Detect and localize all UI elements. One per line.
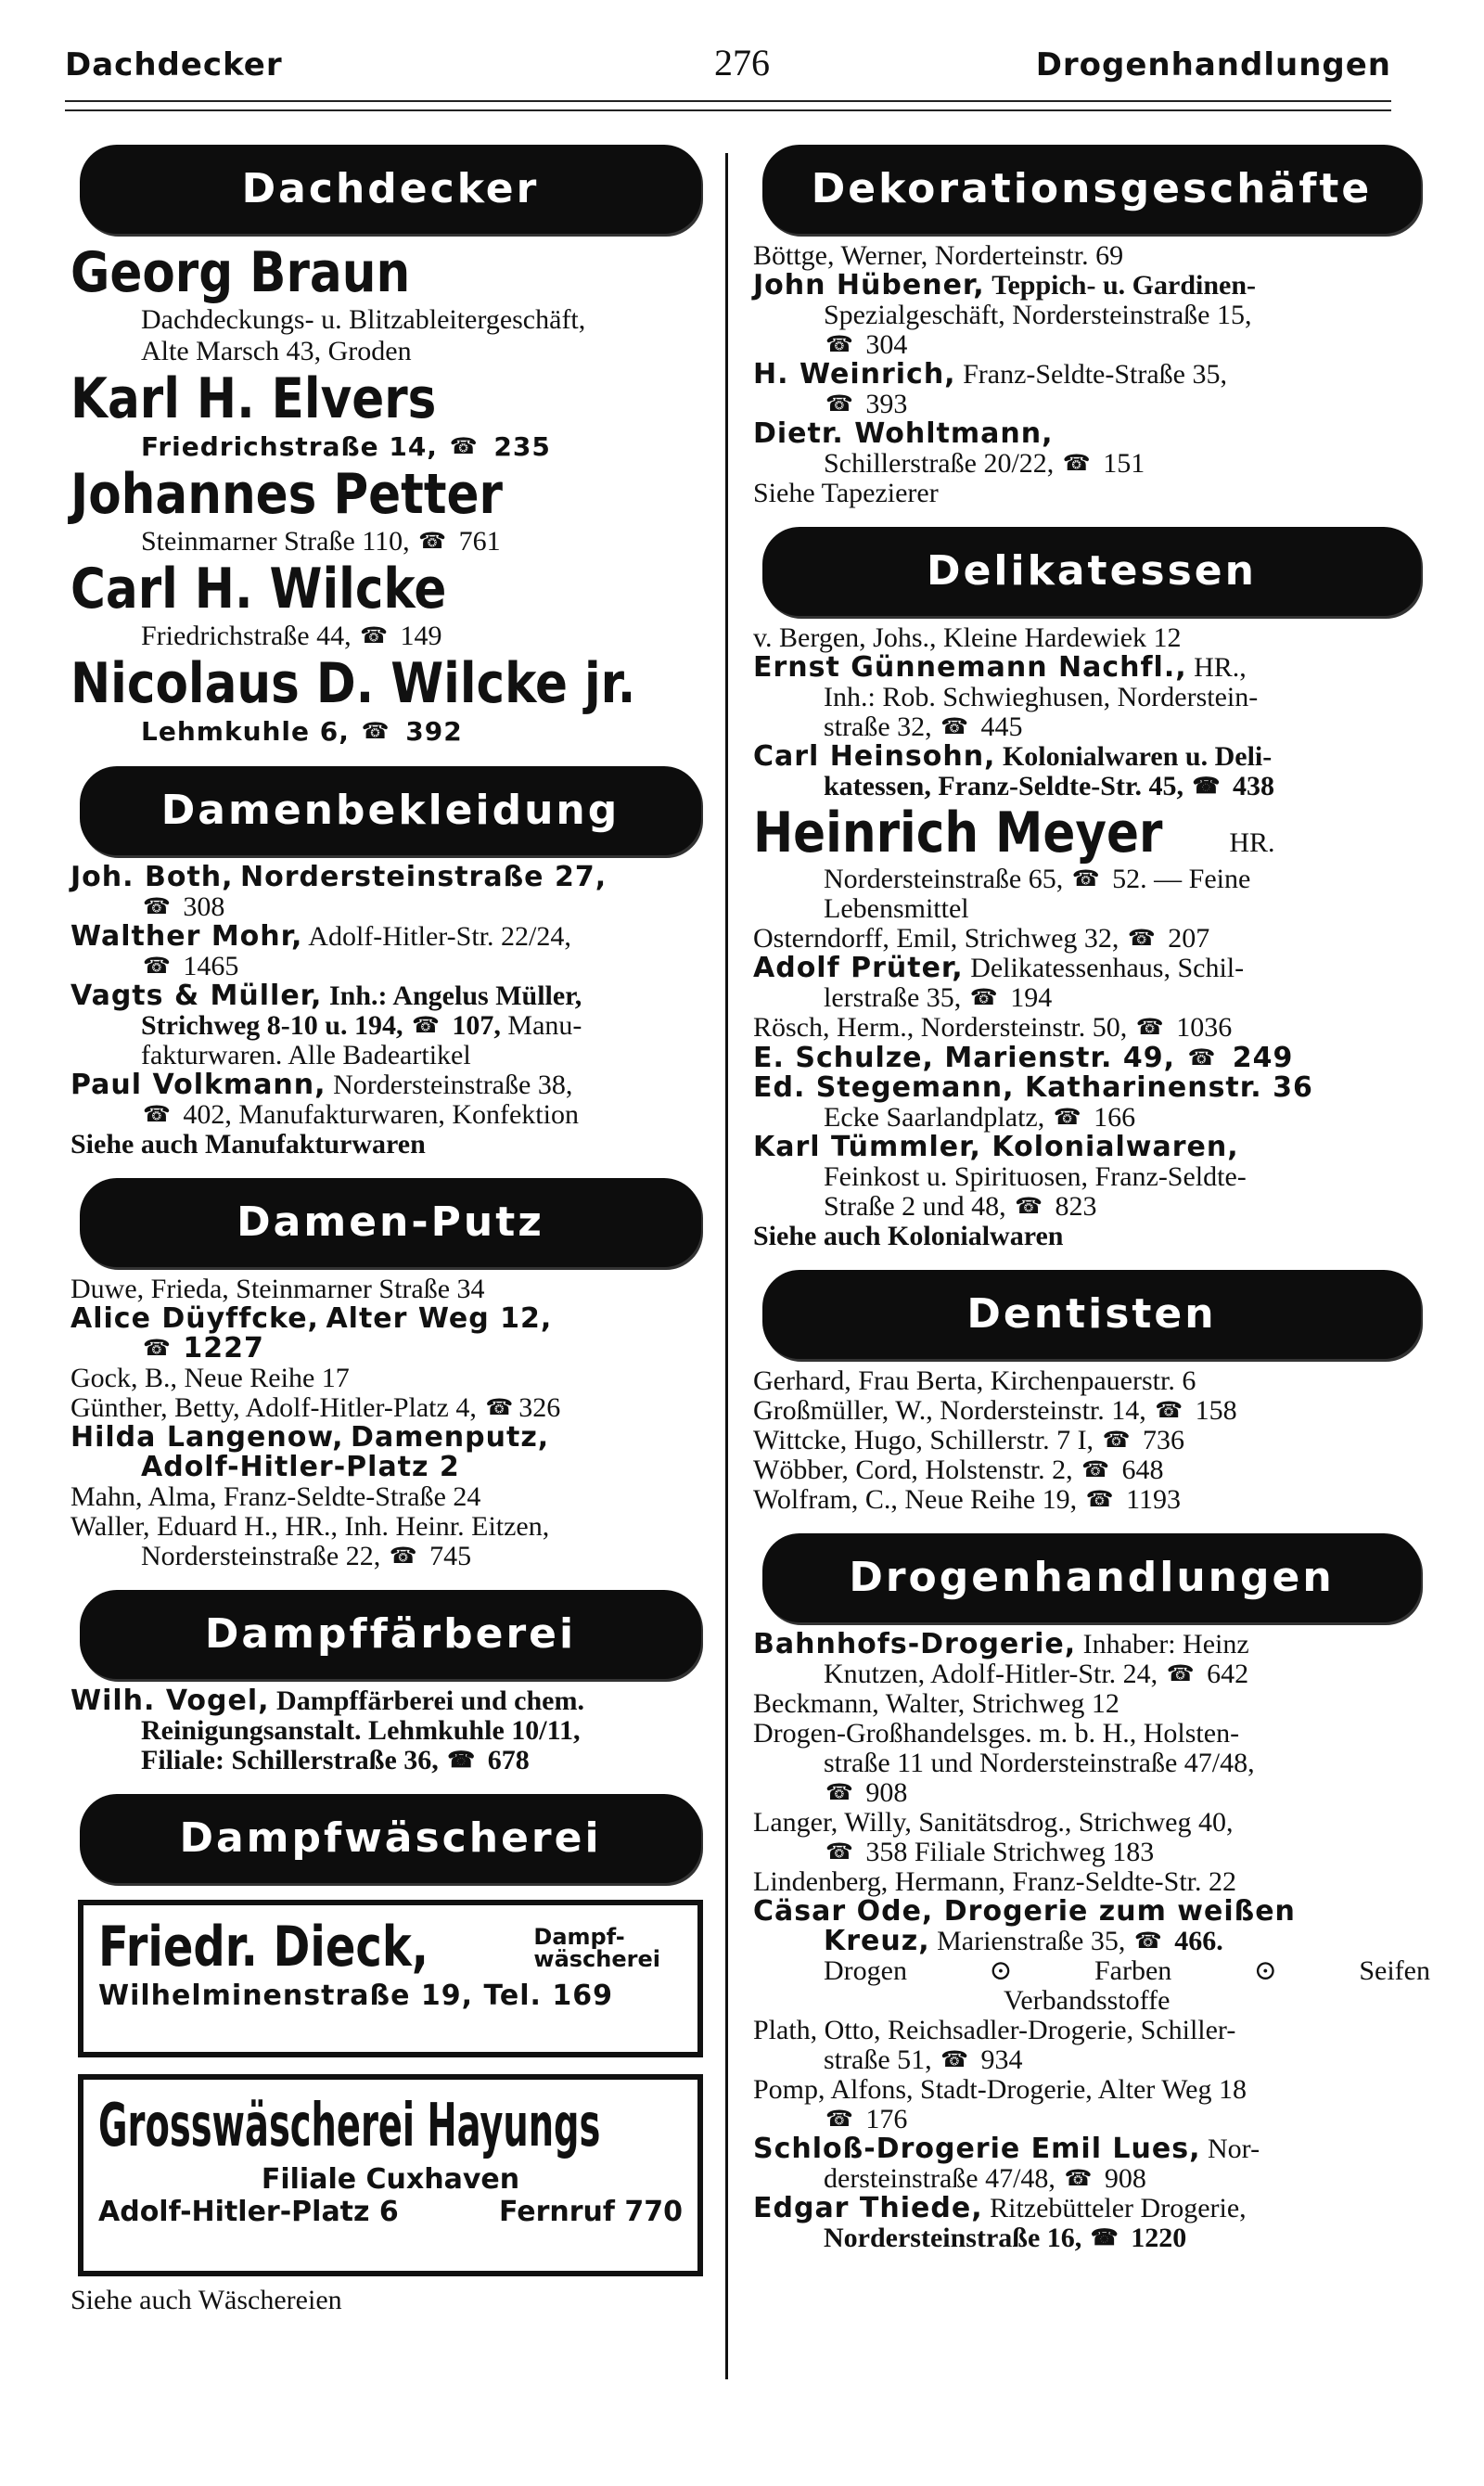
entry-line: Wöbber, Cord, Holstenstr. 2, ☎ 648 [753, 1454, 1164, 1485]
entry-line: Bahnhofs-Drogerie, Inhaber: Heinz [753, 1628, 1249, 1660]
phone-icon: ☎ [1015, 1195, 1043, 1219]
entry-line: Steinmarner Straße 110, ☎ 761 [141, 526, 501, 557]
entry-line: H. Weinrich, Franz-Seldte-Straße 35, [753, 358, 1227, 391]
phone-icon: ☎ [969, 986, 998, 1010]
entry-name: Johannes Petter [70, 462, 503, 527]
running-head-right: Drogenhandlungen [1035, 46, 1391, 83]
entry-line: ☎ 402, Manufakturwaren, Konfektion [143, 1099, 579, 1130]
entry-line: lerstraße 35, ☎ 194 [824, 982, 1053, 1013]
phone-icon: ☎ [1155, 1399, 1183, 1423]
entry-line: Osterndorff, Emil, Strichweg 32, ☎ 207 [753, 923, 1210, 954]
entry-name: Carl H. Wilcke [70, 557, 447, 622]
entry-line: Ecke Saarlandplatz, ☎ 166 [824, 1102, 1136, 1133]
entry-line: Carl Heinsohn, Kolonialwaren u. Deli- [753, 740, 1273, 773]
entry-line: ☎ 1465 [143, 951, 239, 981]
entry-line: Walther Mohr, Adolf-Hitler-Str. 22/24, [70, 920, 571, 953]
section-banner-damen-putz: Damen-Putz [80, 1178, 701, 1267]
entry-line: Edgar Thiede, Ritzebütteler Drogerie, [753, 2192, 1247, 2224]
ad-tag: Dampf- wäscherei [533, 1924, 660, 1972]
phone-icon: ☎ [1090, 2226, 1119, 2250]
entry-line: Lindenberg, Hermann, Franz-Seldte-Str. 22 [753, 1866, 1236, 1897]
entry-line: E. Schulze, Marienstr. 49, ☎ 249 [753, 1042, 1294, 1074]
running-head-left: Dachdecker [65, 46, 283, 83]
ad-name: Friedr. Dieck, [98, 1915, 429, 1980]
phone-icon: ☎ [143, 1337, 171, 1361]
entry-name: Dietr. Wohltmann, [753, 417, 1054, 450]
phone-icon: ☎ [1085, 1488, 1114, 1512]
phone-icon: ☎ [1135, 1016, 1164, 1040]
see-also: Siehe Tapezierer [753, 478, 939, 508]
entry-line: Spezialgeschäft, Nordersteinstraße 15, [824, 300, 1252, 330]
entry-line: Nordersteinstraße 65, ☎ 52. — Feine [824, 864, 1251, 894]
entry-line: Gock, B., Neue Reihe 17 [70, 1363, 350, 1393]
entry-line: Wolfram, C., Neue Reihe 19, ☎ 1193 [753, 1484, 1181, 1515]
header-rule [65, 100, 1391, 102]
entry-line: v. Bergen, Johs., Kleine Hardewiek 12 [753, 622, 1182, 653]
product-list: Drogen ⊙ Farben ⊙ Seifen [824, 1955, 1430, 1986]
section-banner-drogenhandlungen: Drogenhandlungen [762, 1533, 1421, 1622]
page-number: 276 [714, 42, 770, 83]
section-banner-delikatessen: Delikatessen [762, 527, 1421, 616]
entry-line: Karl Tümmler, Kolonialwaren, [753, 1131, 1239, 1163]
entry-line: Verbandsstoffe [1004, 1985, 1171, 2016]
entry-line: Cäsar Ode, Drogerie zum weißen [753, 1895, 1296, 1928]
phone-icon: ☎ [418, 530, 447, 554]
phone-icon: ☎ [411, 1014, 440, 1038]
phone-icon: ☎ [485, 1396, 514, 1420]
entry-line: Alice Düyffcke, Alter Weg 12, [70, 1302, 553, 1335]
column-divider [725, 153, 728, 2379]
entry-line: ☎ 308 [143, 891, 225, 922]
entry-line: Kreuz, Marienstraße 35, ☎ 466. [824, 1925, 1223, 1957]
entry-line: Inh.: Rob. Schwieghusen, Norderstein- [824, 682, 1259, 712]
entry-line: ☎ 908 [825, 1777, 908, 1808]
entry-line: Nordersteinstraße 22, ☎ 745 [141, 1541, 472, 1571]
entry-line: straße 32, ☎ 445 [824, 711, 1023, 742]
entry-line: straße 51, ☎ 934 [824, 2044, 1023, 2075]
entry-line: ☎ 1227 [143, 1332, 264, 1365]
entry-name: Karl H. Elvers [70, 366, 437, 431]
entry-line: Lehmkuhle 6, ☎ 392 [141, 716, 463, 747]
entry-line: Filiale: Schillerstraße 36, ☎ 678 [141, 1745, 530, 1775]
entry-line: Langer, Willy, Sanitätsdrog., Strichweg 40, [753, 1807, 1234, 1838]
section-banner-dampfwaescherei: Dampfwäscherei [80, 1794, 701, 1883]
phone-icon: ☎ [940, 2048, 969, 2072]
phone-icon: ☎ [825, 2108, 853, 2132]
entry-line: Adolf Prüter, Delikatessenhaus, Schil- [753, 952, 1245, 984]
phone-icon: ☎ [143, 1103, 171, 1127]
entry-line: Nordersteinstraße 16, ☎ 1220 [824, 2223, 1187, 2253]
phone-icon: ☎ [1081, 1458, 1109, 1482]
entry-line: Ernst Günnemann Nachfl., HR., [753, 651, 1247, 684]
page-header [65, 41, 1391, 93]
entry-line: Ed. Stegemann, Katharinenstr. 36 [753, 1071, 1313, 1104]
section-banner-dachdecker: Dachdecker [80, 145, 701, 234]
entry-line: Pomp, Alfons, Stadt-Drogerie, Alter Weg 18 [753, 2074, 1247, 2105]
phone-icon: ☎ [825, 1781, 853, 1805]
entry-line: Großmüller, W., Nordersteinstr. 14, ☎ 158 [753, 1395, 1237, 1426]
entry-line: Vagts & Müller, Inh.: Angelus Müller, [70, 980, 582, 1012]
entry-line: Paul Volkmann, Nordersteinstraße 38, [70, 1069, 573, 1101]
entry-line: Feinkost u. Spirituosen, Franz-Seldte- [824, 1161, 1247, 1192]
phone-icon: ☎ [1062, 452, 1091, 476]
entry-line: Dachdeckungs- u. Blitzableitergeschäft, [141, 304, 586, 335]
entry-line: straße 11 und Nordersteinstraße 47/48, [824, 1748, 1255, 1778]
entry-line: Plath, Otto, Reichsadler-Drogerie, Schiller- [753, 2015, 1236, 2045]
phone-icon: ☎ [143, 895, 171, 919]
entry-line: Straße 2 und 48, ☎ 823 [824, 1191, 1097, 1222]
entry-line: fakturwaren. Alle Badeartikel [141, 1040, 471, 1070]
entry-line: ☎ 358 Filiale Strichweg 183 [825, 1837, 1155, 1867]
entry-line: Rösch, Herm., Nordersteinstr. 50, ☎ 1036 [753, 1012, 1233, 1043]
entry-name: Georg Braun [70, 240, 411, 305]
entry-line: Schillerstraße 20/22, ☎ 151 [824, 448, 1145, 479]
phone-icon: ☎ [1102, 1429, 1131, 1453]
right-column [753, 139, 1430, 2253]
entry-heading-meyer: Heinrich Meyer HR. [753, 801, 1275, 865]
entry-line: Gerhard, Frau Berta, Kirchenpauerstr. 6 [753, 1365, 1196, 1396]
phone-icon: ☎ [1071, 867, 1100, 891]
phone-icon: ☎ [1053, 1106, 1081, 1130]
entry-line: Beckmann, Walter, Strichweg 12 [753, 1688, 1119, 1719]
phone-icon: ☎ [143, 955, 171, 979]
phone-icon: ☎ [1133, 1929, 1162, 1954]
entry-line: Adolf-Hitler-Platz 2 [141, 1451, 460, 1483]
entry-line: Reinigungsanstalt. Lehmkuhle 10/11, [141, 1715, 581, 1746]
advertisement-hayungs [78, 2074, 703, 2276]
phone-icon: ☎ [825, 392, 853, 416]
entry-line: Friedrichstraße 14, ☎ 235 [141, 431, 551, 462]
ad-name: Grosswäscherei Hayungs [98, 2092, 601, 2160]
advertisement-dieck [78, 1900, 703, 2057]
entry-line: Wilh. Vogel, Dampffärberei und chem. [70, 1685, 584, 1717]
phone-icon: ☎ [940, 715, 969, 739]
entry-line: Hilda Langenow, Damenputz, [70, 1421, 550, 1454]
phone-icon: ☎ [1064, 2167, 1093, 2191]
entry-line: John Hübener, Teppich- u. Gardinen- [753, 269, 1257, 301]
bullet-icon: ⊙ [989, 1955, 1013, 1986]
phone-icon: ☎ [1192, 775, 1221, 799]
see-also: Siehe auch Kolonialwaren [753, 1221, 1064, 1251]
entry-name: Nicolaus D. Wilcke jr. [70, 651, 636, 716]
entry-line: Günther, Betty, Adolf-Hitler-Platz 4, ☎ 326 [70, 1392, 561, 1423]
phone-icon: ☎ [1127, 927, 1156, 951]
entry-line: Waller, Eduard H., HR., Inh. Heinr. Eitzen, [70, 1511, 550, 1542]
phone-icon: ☎ [389, 1544, 417, 1569]
phone-icon: ☎ [361, 718, 390, 744]
phone-icon: ☎ [825, 333, 853, 357]
section-banner-dentisten: Dentisten [762, 1270, 1421, 1359]
entry-line: katessen, Franz-Seldte-Str. 45, ☎ 438 [824, 771, 1274, 801]
entry-line: Drogen-Großhandelsges. m. b. H., Holsten- [753, 1718, 1240, 1749]
entry-line: Duwe, Frieda, Steinmarner Straße 34 [70, 1274, 485, 1304]
bullet-icon: ⊙ [1253, 1955, 1277, 1986]
entry-line: ☎ 393 [825, 389, 908, 419]
section-banner-dampffaerberei: Dampffärberei [80, 1590, 701, 1679]
entry-line: Knutzen, Adolf-Hitler-Str. 24, ☎ 642 [824, 1659, 1249, 1689]
ad-address: Wilhelminenstraße 19, Tel. 169 [98, 1980, 614, 2012]
entry-line: ☎ 304 [825, 329, 908, 360]
entry-line: Schloß-Drogerie Emil Lues, Nor- [753, 2133, 1260, 2165]
see-also: Siehe auch Wäschereien [70, 2285, 342, 2315]
section-banner-damenbekleidung: Damenbekleidung [80, 766, 701, 855]
see-also: Siehe auch Manufakturwaren [70, 1129, 426, 1160]
phone-icon: ☎ [825, 1840, 853, 1864]
entry-line: Strichweg 8-10 u. 194, ☎ 107, Manu- [141, 1010, 582, 1041]
entry-line: dersteinstraße 47/48, ☎ 908 [824, 2163, 1146, 2194]
entry-line: Alte Marsch 43, Groden [141, 336, 412, 366]
entry-line: Wittcke, Hugo, Schillerstr. 7 I, ☎ 736 [753, 1425, 1184, 1455]
entry-line: Lebensmittel [824, 893, 969, 924]
left-column [70, 139, 710, 2315]
section-banner-dekorationsgeschaefte: Dekorationsgeschäfte [762, 145, 1421, 234]
entry-line: Friedrichstraße 44, ☎ 149 [141, 621, 442, 651]
phone-icon: ☎ [449, 433, 479, 459]
phone-icon: ☎ [1166, 1662, 1195, 1686]
entry-line: ☎ 176 [825, 2104, 908, 2134]
entry-line: Joh. Both, Nordersteinstraße 27, [70, 861, 608, 893]
phone-icon: ☎ [1187, 1044, 1217, 1070]
ad-address-row: Adolf-Hitler-Platz 6 Fernruf 770 [98, 2196, 683, 2228]
phone-icon: ☎ [447, 1749, 476, 1773]
ad-subtitle: Filiale Cuxhaven [261, 2163, 520, 2196]
header-rule-2 [65, 109, 1391, 111]
entry-line: Mahn, Alma, Franz-Seldte-Straße 24 [70, 1481, 481, 1512]
entry-line: Böttge, Werner, Norderteinstr. 69 [753, 240, 1124, 271]
phone-icon: ☎ [360, 624, 389, 648]
